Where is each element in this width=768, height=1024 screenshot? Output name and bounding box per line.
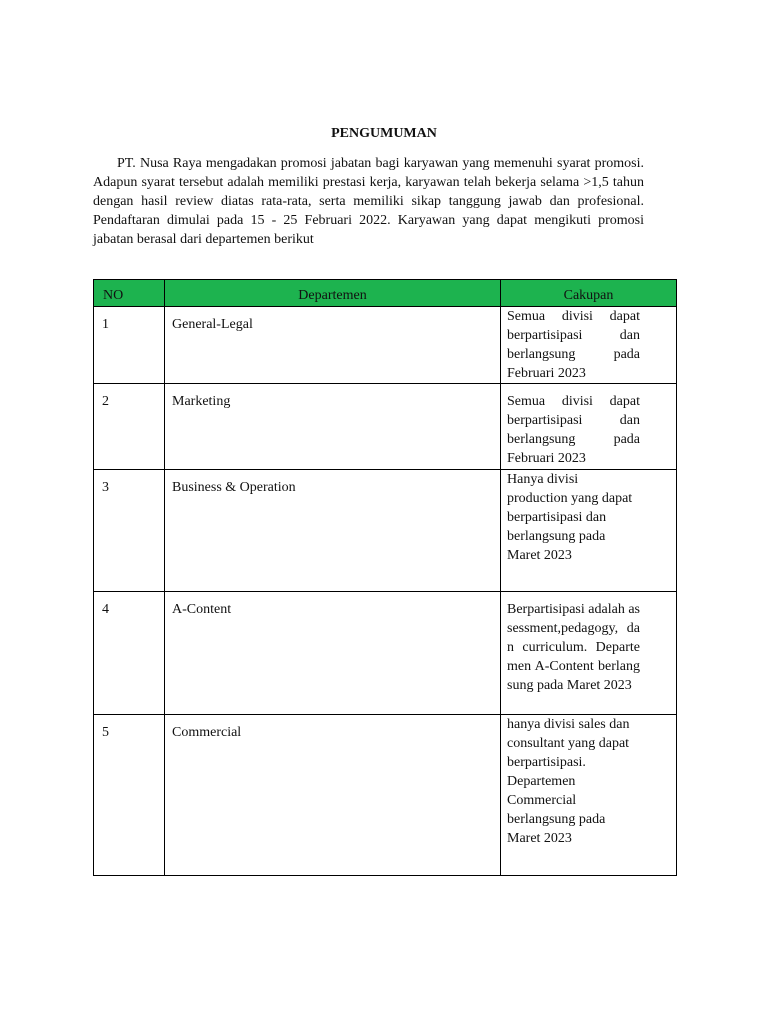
table-row (94, 384, 677, 470)
row-department: A-Content (165, 592, 501, 715)
row-scope: Semua divisi dapat berpartisipasi dan berlangsung pada Februari 2023 (501, 307, 677, 384)
page-title: PENGUMUMAN (331, 126, 437, 141)
row-department: Marketing (165, 384, 501, 470)
table-row (94, 715, 677, 876)
table-row (94, 592, 677, 715)
table-header-row (94, 280, 677, 307)
row-department: Business & Operation (165, 470, 501, 592)
department-table (93, 279, 677, 876)
row-no: 1 (94, 307, 165, 384)
table-row (94, 307, 677, 384)
row-scope: Semua divisi dapat berpartisipasi dan berlangsung pada Februari 2023 (501, 384, 677, 470)
row-scope: Hanya divisi production yang dapat berpartisipasi dan berlangsung pada Maret 2023 (501, 470, 677, 592)
table-row (94, 470, 677, 592)
row-no: 3 (94, 470, 165, 592)
intro-paragraph: PT. Nusa Raya mengadakan promosi jabatan bagi karyawan yang memenuhi syarat promosi. Adapun syarat tersebut adalah memiliki prestasi kerja, karyawan telah bekerja selama >1,5 tahun dengan hasil review diatas rata-rata, serta memiliki sikap tanggung jawab dan profesional. Pendaftaran dimulai pada 15 - 25 Februari 2022. Karyawan yang dapat mengikuti promosi jabatan berasal dari departemen berikut (93, 156, 644, 247)
row-department: General-Legal (165, 307, 501, 384)
header-no: NO (94, 280, 165, 307)
header-scope: Cakupan (501, 280, 677, 307)
row-no: 5 (94, 715, 165, 876)
row-no: 4 (94, 592, 165, 715)
header-department: Departemen (165, 280, 501, 307)
row-scope: hanya divisi sales dan consultant yang dapat berpartisipasi. Departemen Commercial berlangsung pada Maret 2023 (501, 715, 677, 876)
row-department: Commercial (165, 715, 501, 876)
row-scope: Berpartisipasi adalah assessment,pedagogy, dan curriculum. Departemen A-Content berlangsung pada Maret 2023 (501, 592, 677, 715)
row-no: 2 (94, 384, 165, 470)
